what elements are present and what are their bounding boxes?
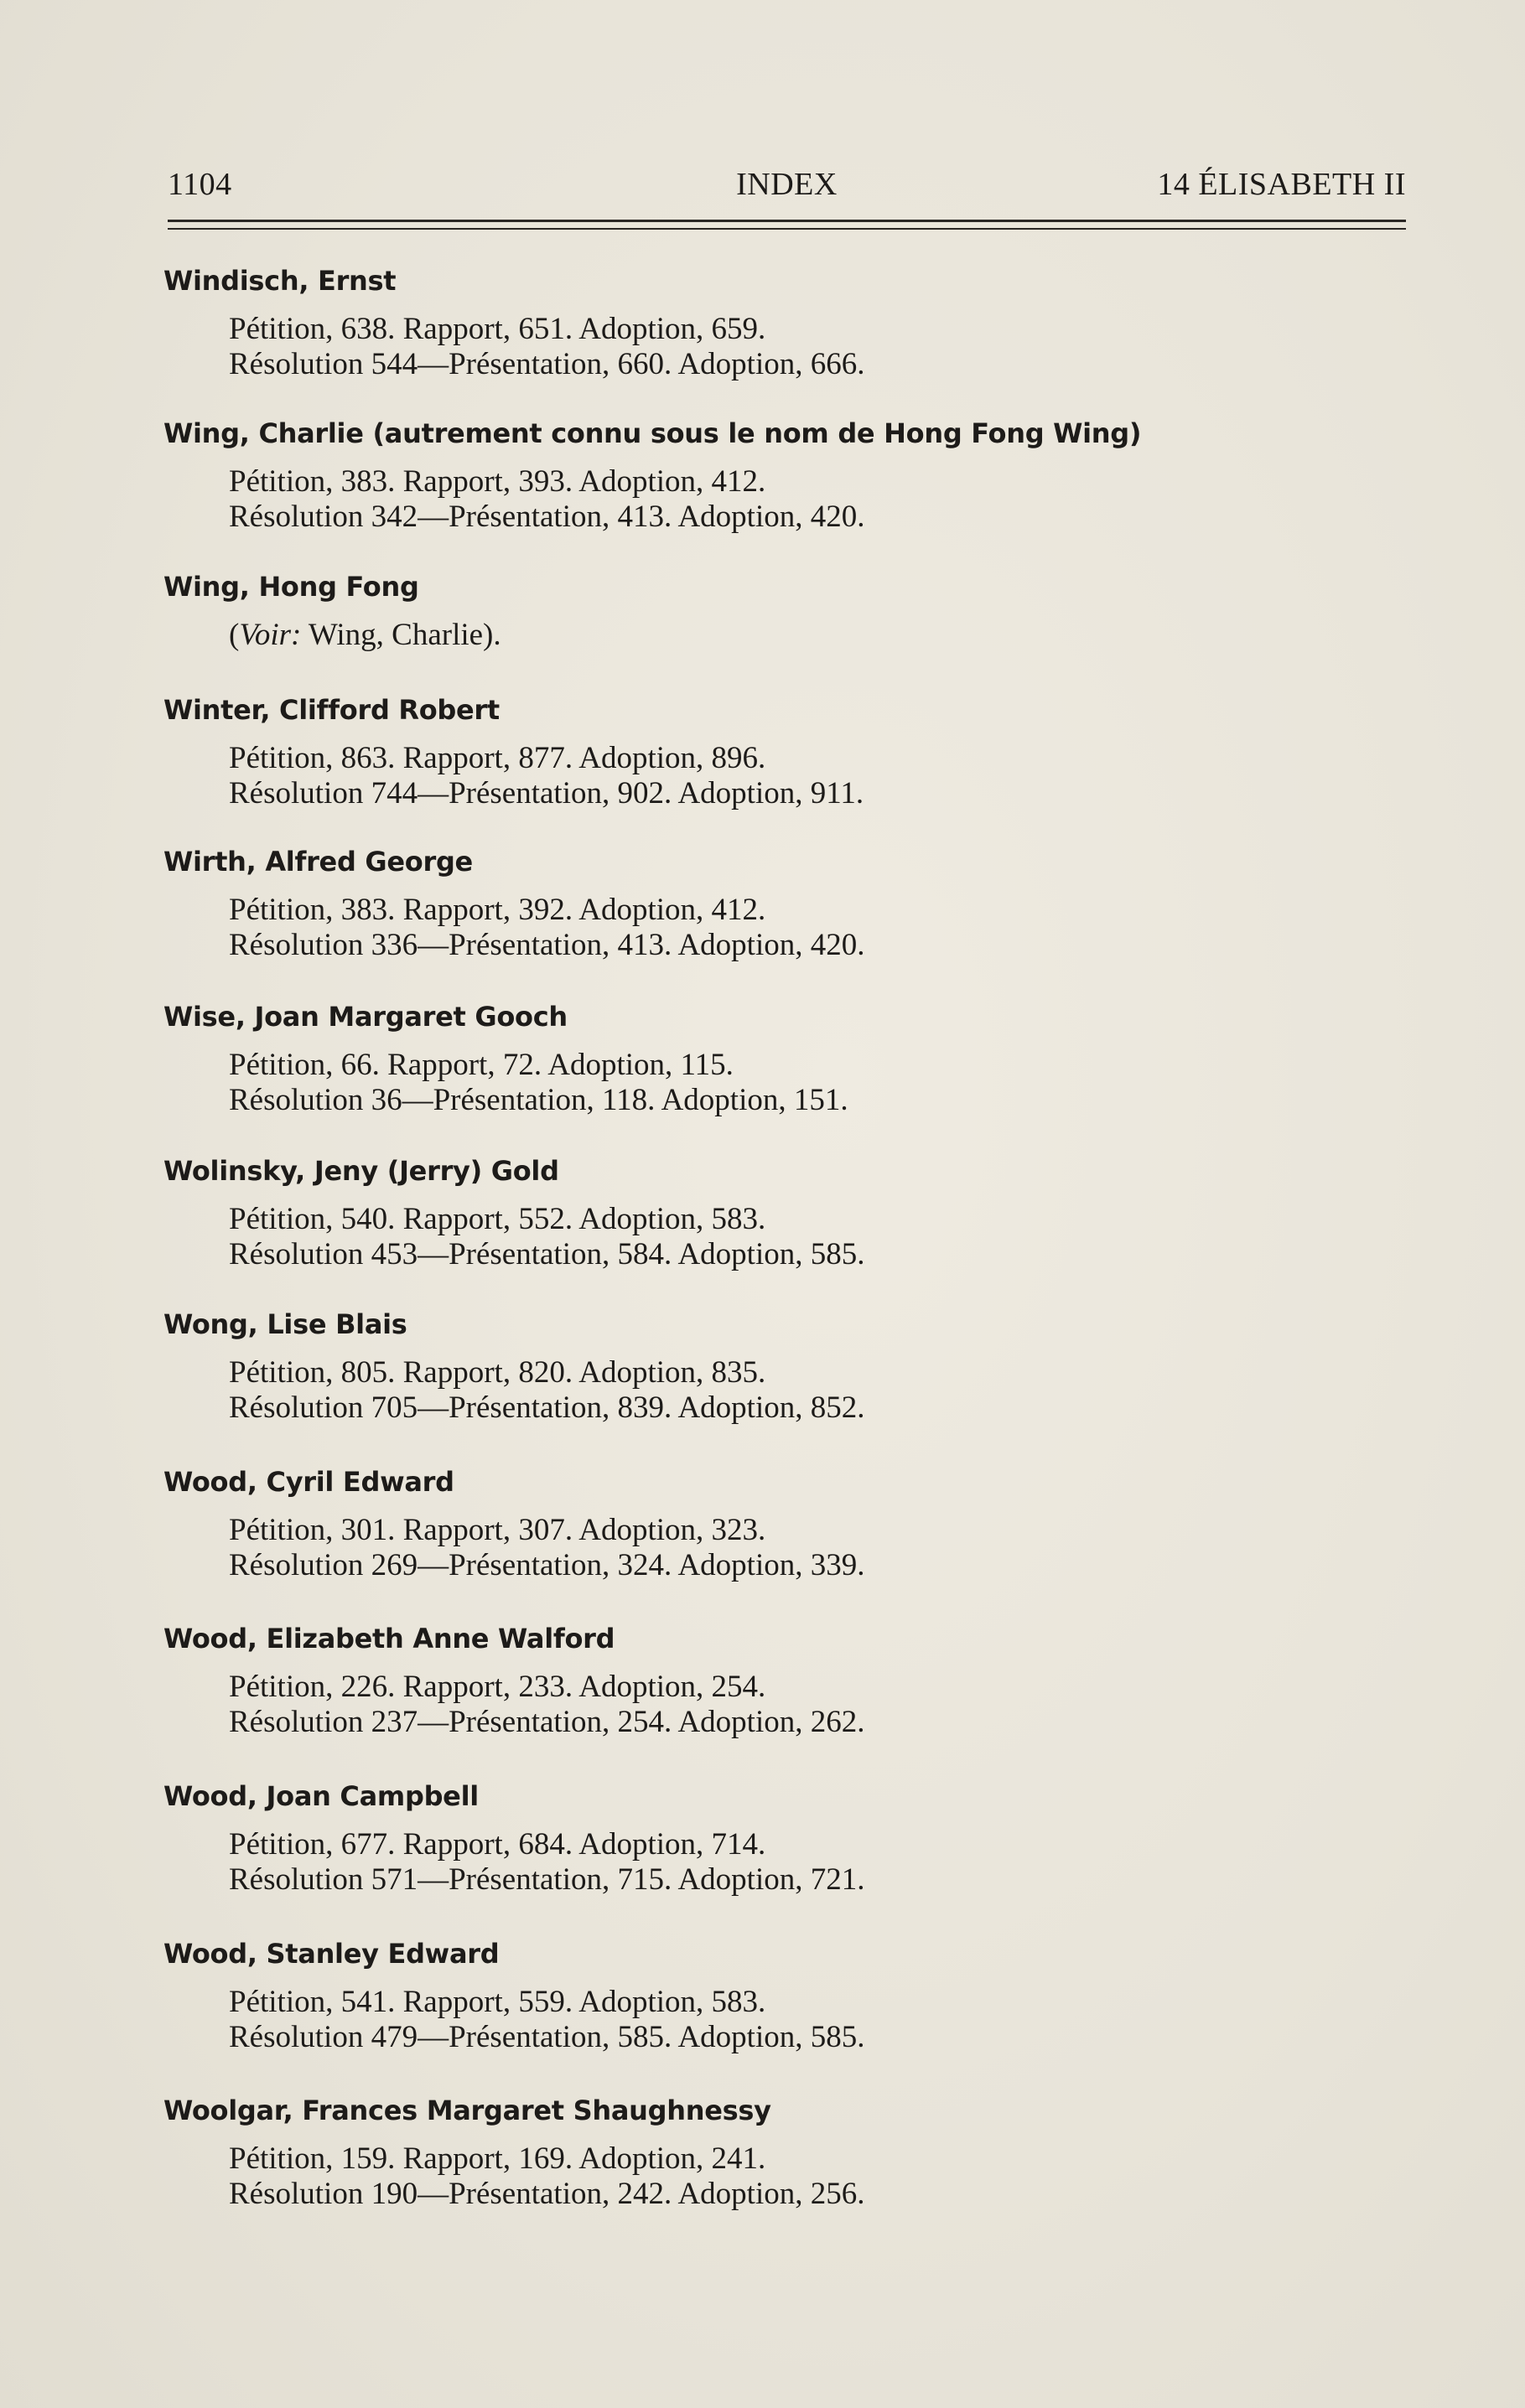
entry-petition-line: Pétition, 159. Rapport, 169. Adoption, 241. xyxy=(229,2141,766,2176)
index-entry xyxy=(163,997,1404,1118)
volume-title: 14 ÉLISABETH II xyxy=(1157,167,1406,202)
entry-petition-line: Pétition, 226. Rapport, 233. Adoption, 254. xyxy=(229,1670,766,1704)
entry-petition-line: Pétition, 301. Rapport, 307. Adoption, 323. xyxy=(229,1513,766,1547)
entry-petition-line: Pétition, 805. Rapport, 820. Adoption, 835. xyxy=(229,1355,766,1390)
see-target: Wing, Charlie). xyxy=(308,618,501,652)
entry-name: Wood, Elizabeth Anne Walford xyxy=(163,1623,615,1655)
entry-resolution-line: Résolution 744—Présentation, 902. Adoption, 911. xyxy=(229,776,864,810)
entry-name: Wing, Charlie (autrement connu sous le nom de Hong Fong Wing) xyxy=(163,417,1142,449)
index-entry xyxy=(163,1619,1404,1740)
entry-name: Wise, Joan Margaret Gooch xyxy=(163,1001,568,1033)
entry-resolution-line: Résolution 269—Présentation, 324. Adoption, 339. xyxy=(229,1548,865,1582)
index-entry xyxy=(163,1463,1404,1583)
entry-resolution-line: Résolution 36—Présentation, 118. Adoption, 151. xyxy=(229,1083,848,1117)
entry-resolution-line: Résolution 190—Présentation, 242. Adoption, 256. xyxy=(229,2177,865,2211)
section-title: INDEX xyxy=(736,167,838,202)
entry-name: Wolinsky, Jeny (Jerry) Gold xyxy=(163,1155,559,1187)
entry-petition-line: Pétition, 638. Rapport, 651. Adoption, 659. xyxy=(229,312,766,346)
see-label: Voir: xyxy=(239,618,302,652)
entry-name: Wirth, Alfred George xyxy=(163,846,473,878)
entry-resolution-line: Résolution 544—Présentation, 660. Adoption, 666. xyxy=(229,347,865,381)
entry-petition-line: Pétition, 66. Rapport, 72. Adoption, 115. xyxy=(229,1048,734,1082)
entry-name: Wong, Lise Blais xyxy=(163,1308,407,1340)
entry-name: Wood, Stanley Edward xyxy=(163,1938,500,1970)
entry-name: Wood, Cyril Edward xyxy=(163,1466,454,1498)
index-entry xyxy=(163,1305,1404,1426)
header-rule-thick xyxy=(168,220,1406,222)
index-entry xyxy=(163,414,1404,535)
entry-resolution-line: Résolution 479—Présentation, 585. Adoption, 585. xyxy=(229,2020,865,2054)
entry-name: Wing, Hong Fong xyxy=(163,571,419,603)
page-header xyxy=(168,166,1406,213)
entry-see-reference: (Voir: Wing, Charlie). xyxy=(229,618,501,652)
index-entry xyxy=(163,691,1404,811)
entry-name: Winter, Clifford Robert xyxy=(163,694,500,726)
entry-petition-line: Pétition, 677. Rapport, 684. Adoption, 714. xyxy=(229,1827,766,1862)
index-entry xyxy=(163,262,1404,382)
index-entry xyxy=(163,1152,1404,1272)
index-entry xyxy=(163,2091,1404,2212)
index-entry xyxy=(163,567,1404,653)
header-rule-thin xyxy=(168,228,1406,230)
entry-name: Woolgar, Frances Margaret Shaughnessy xyxy=(163,2095,771,2126)
entry-petition-line: Pétition, 383. Rapport, 393. Adoption, 412. xyxy=(229,464,766,499)
page-number: 1104 xyxy=(168,167,232,202)
entry-resolution-line: Résolution 571—Présentation, 715. Adoption, 721. xyxy=(229,1862,865,1897)
entry-name: Windisch, Ernst xyxy=(163,265,397,297)
entry-resolution-line: Résolution 705—Présentation, 839. Adoption, 852. xyxy=(229,1390,865,1425)
entry-resolution-line: Résolution 237—Présentation, 254. Adoption, 262. xyxy=(229,1705,865,1739)
entry-resolution-line: Résolution 342—Présentation, 413. Adoption, 420. xyxy=(229,500,865,534)
index-entry xyxy=(163,842,1404,963)
entry-petition-line: Pétition, 540. Rapport, 552. Adoption, 583. xyxy=(229,1202,766,1236)
entry-resolution-line: Résolution 336—Présentation, 413. Adoption, 420. xyxy=(229,928,865,962)
index-entry xyxy=(163,1777,1404,1898)
entry-name: Wood, Joan Campbell xyxy=(163,1780,479,1812)
entry-resolution-line: Résolution 453—Présentation, 584. Adoption, 585. xyxy=(229,1237,865,1271)
entry-petition-line: Pétition, 863. Rapport, 877. Adoption, 896. xyxy=(229,741,766,775)
entry-petition-line: Pétition, 541. Rapport, 559. Adoption, 583. xyxy=(229,1985,766,2019)
entry-petition-line: Pétition, 383. Rapport, 392. Adoption, 412. xyxy=(229,893,766,927)
index-entry xyxy=(163,1934,1404,2055)
